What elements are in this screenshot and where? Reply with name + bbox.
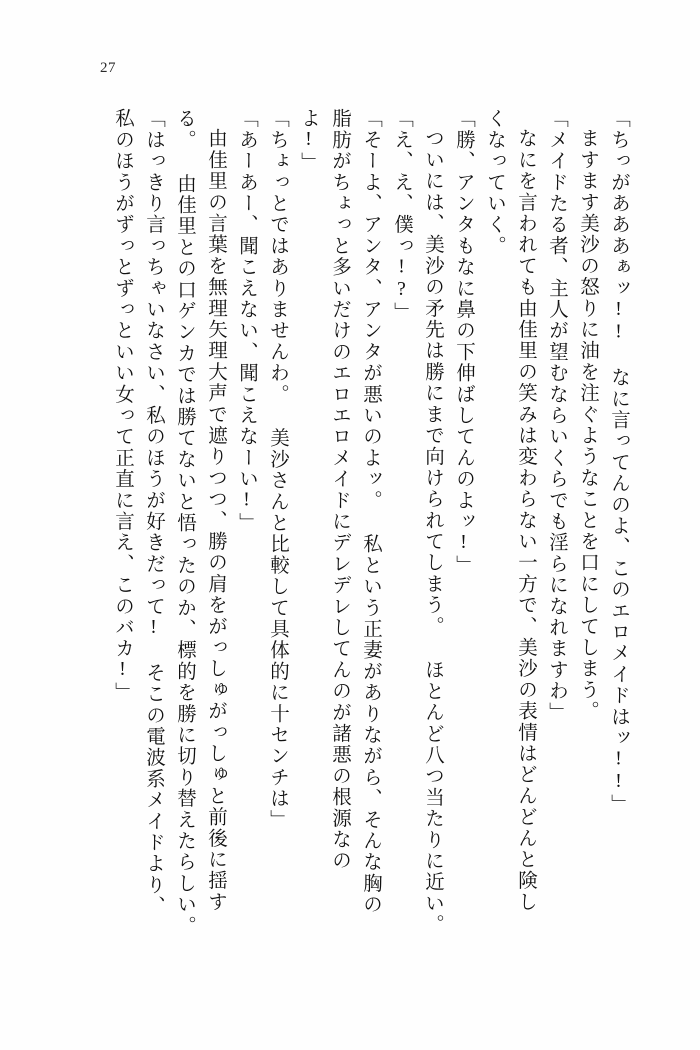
text-line: よ!」	[298, 108, 319, 174]
text-line: 「勝、アンタもなに鼻の下伸ばしてんのよッ!」	[453, 108, 474, 576]
text-line: 由佳里の言葉を無理矢理大声で遮りつつ、勝の肩をがっしゅがっしゅと前後に揺す	[205, 128, 226, 913]
text-line: 「え、え、僕っ!?」	[391, 108, 412, 323]
text-line: 「そーよ、アンタ、アンタが悪いのよッ。 私という正妻がありながら、そんな胸の	[360, 108, 381, 916]
text-line: 脂肪がちょっと多いだけのエロエロメイドにデレデレしてんのが諸悪の根源なの	[329, 108, 350, 872]
page-number: 27	[100, 60, 116, 76]
text-line: ついには、美沙の矛先は勝にまで向けられてしまう。 ほとんど八つ当たりに近い。	[422, 128, 443, 936]
text-line: 「はっきり言っちゃいなさい、私のほうが好きだって! そこの電波系メイドより、	[143, 108, 164, 917]
text-line: 私のほうがずっとずっといい女って正直に言え、このバカ!」	[112, 108, 133, 704]
text-line: なにを言われても由佳里の笑みは変わらない一方で、美沙の表情はどんどんと険し	[515, 128, 536, 913]
text-line: 「メイドたる者、主人が望むならいくらでも淫らになれますわ」	[546, 108, 567, 723]
text-line: 「ちょっとではありませんわ。 美沙さんと比較して具体的に十センチは」	[267, 108, 288, 831]
text-line: る。 由佳里との口ゲンカでは勝てないと悟ったのか、標的を勝に切り替えたらしい。	[174, 108, 195, 937]
vertical-text-body	[68, 108, 628, 938]
text-line: 「ちっがあああぁッ!! なに言ってんのよ、このエロメイドはッ!!」	[608, 108, 629, 816]
text-line: ますます美沙の怒りに油を注ぐようなことを口にしてしまう。	[577, 128, 598, 722]
text-line: 「あーあー、聞こえない、聞こえなーい!」	[236, 108, 257, 534]
text-line: くなっていく。	[484, 108, 505, 257]
